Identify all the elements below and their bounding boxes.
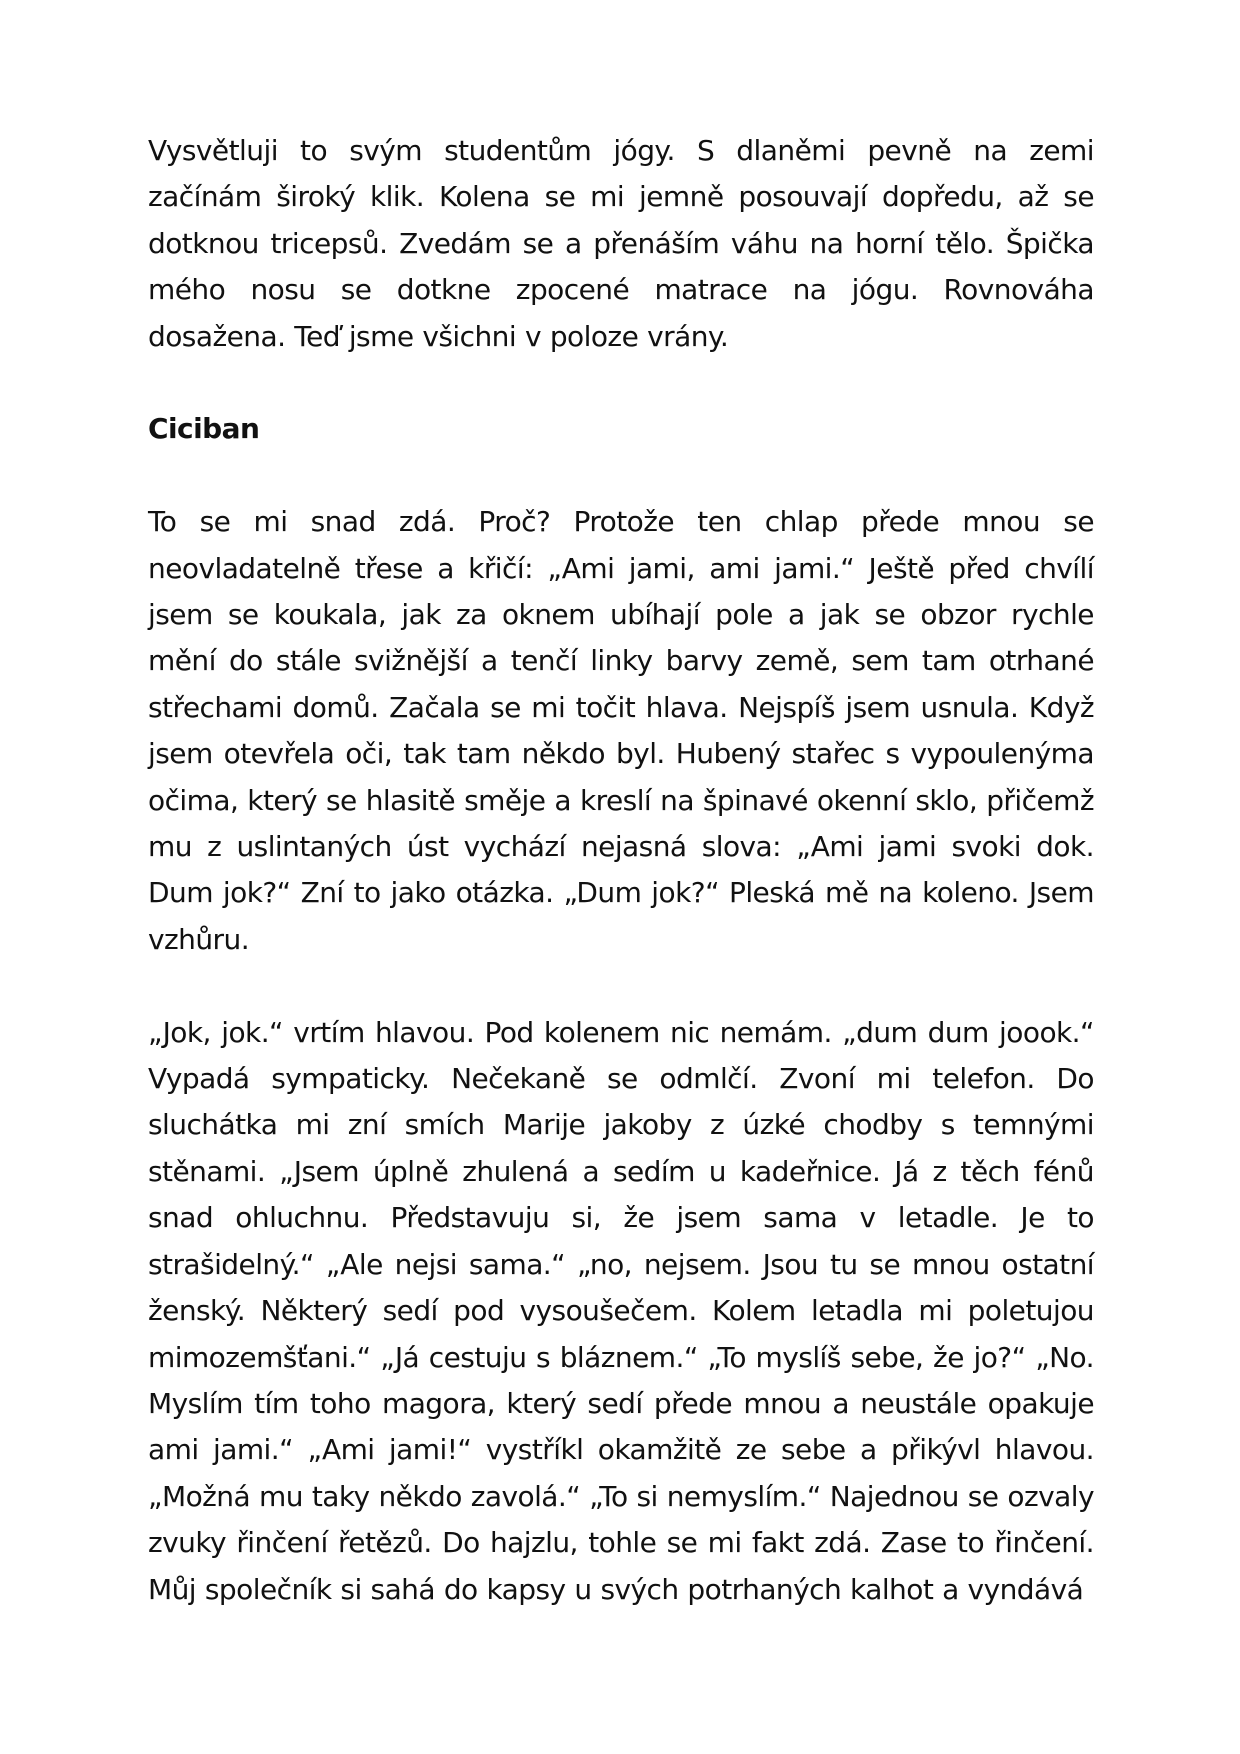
paragraph-train: To se mi snad zdá. Proč? Protože ten chlap přede mnou se neovladatelně třese a křičí: „Ami jami, ami jami.“ Ještě před chvílí jsem se koukala, jak za oknem ubíhají pole a jak se obzor rychle mění do stále svižnější a tenčí linky barvy země, sem tam otrhané střechami domů. Začala se mi točit hlava. Nejspíš jsem usnula. Když jsem otevřela oči, tak tam někdo byl. Hubený stařec s vypoulenýma očima, který se hlasitě směje a kreslí na špinavé okenní sklo, přičemž mu z uslintaných úst vychází nejasná slova: „Ami jami svoki dok. Dum jok?“ Zní to jako otázka. „Dum jok?“ Pleská mě na koleno. Jsem vzhůru. [148,505,1094,956]
paragraph-phone-call: „Jok, jok.“ vrtím hlavou. Pod kolenem nic nemám. „dum dum joook.“ Vypadá sympaticky. Nečekaně se odmlčí. Zvoní mi telefon. Do sluchátka mi zní smích Marije jakoby z úzké chodby s temnými stěnami. „Jsem úplně zhulená a sedím u kadeřnice. Já z těch fénů snad ohluchnu. Představuju si, že jsem sama v letadle. Je to strašidelný.“ „Ale nejsi sama.“ „no, nejsem. Jsou tu se mnou ostatní ženský. Některý sedí pod vysoušečem. Kolem letadla mi poletujou mimozemšťani.“ „Já cestuju s bláznem.“ „To myslíš sebe, že jo?“ „No. Myslím tím toho magora, který sedí přede mnou a neustále opakuje ami jami.“ „Ami jami!“ vystříkl okamžitě ze sebe a přikývl hlavou. „Možná mu taky někdo zavolá.“ „To si nemyslím.“ Najednou se ozvaly zvuky řinčení řetězů. Do hajzlu, tohle se mi fakt zdá. Zase to řinčení. Můj společník si sahá do kapsy u svých potrhaných kalhot a vyndává [148,1015,1094,1606]
section-heading: Ciciban [148,412,260,446]
page-content [148,128,1094,1613]
paragraph-yoga: Vysvětluji to svým studentům jógy. S dlaněmi pevně na zemi začínám široký klik. Kolena se mi jemně posouvají dopředu, až se dotknou tricepsů. Zvedám se a přenáším váhu na horní tělo. Špička mého nosu se dotkne zpocené matrace na jógu. Rovnováha dosažena. Teď jsme všichni v poloze vrány. [148,134,1094,353]
